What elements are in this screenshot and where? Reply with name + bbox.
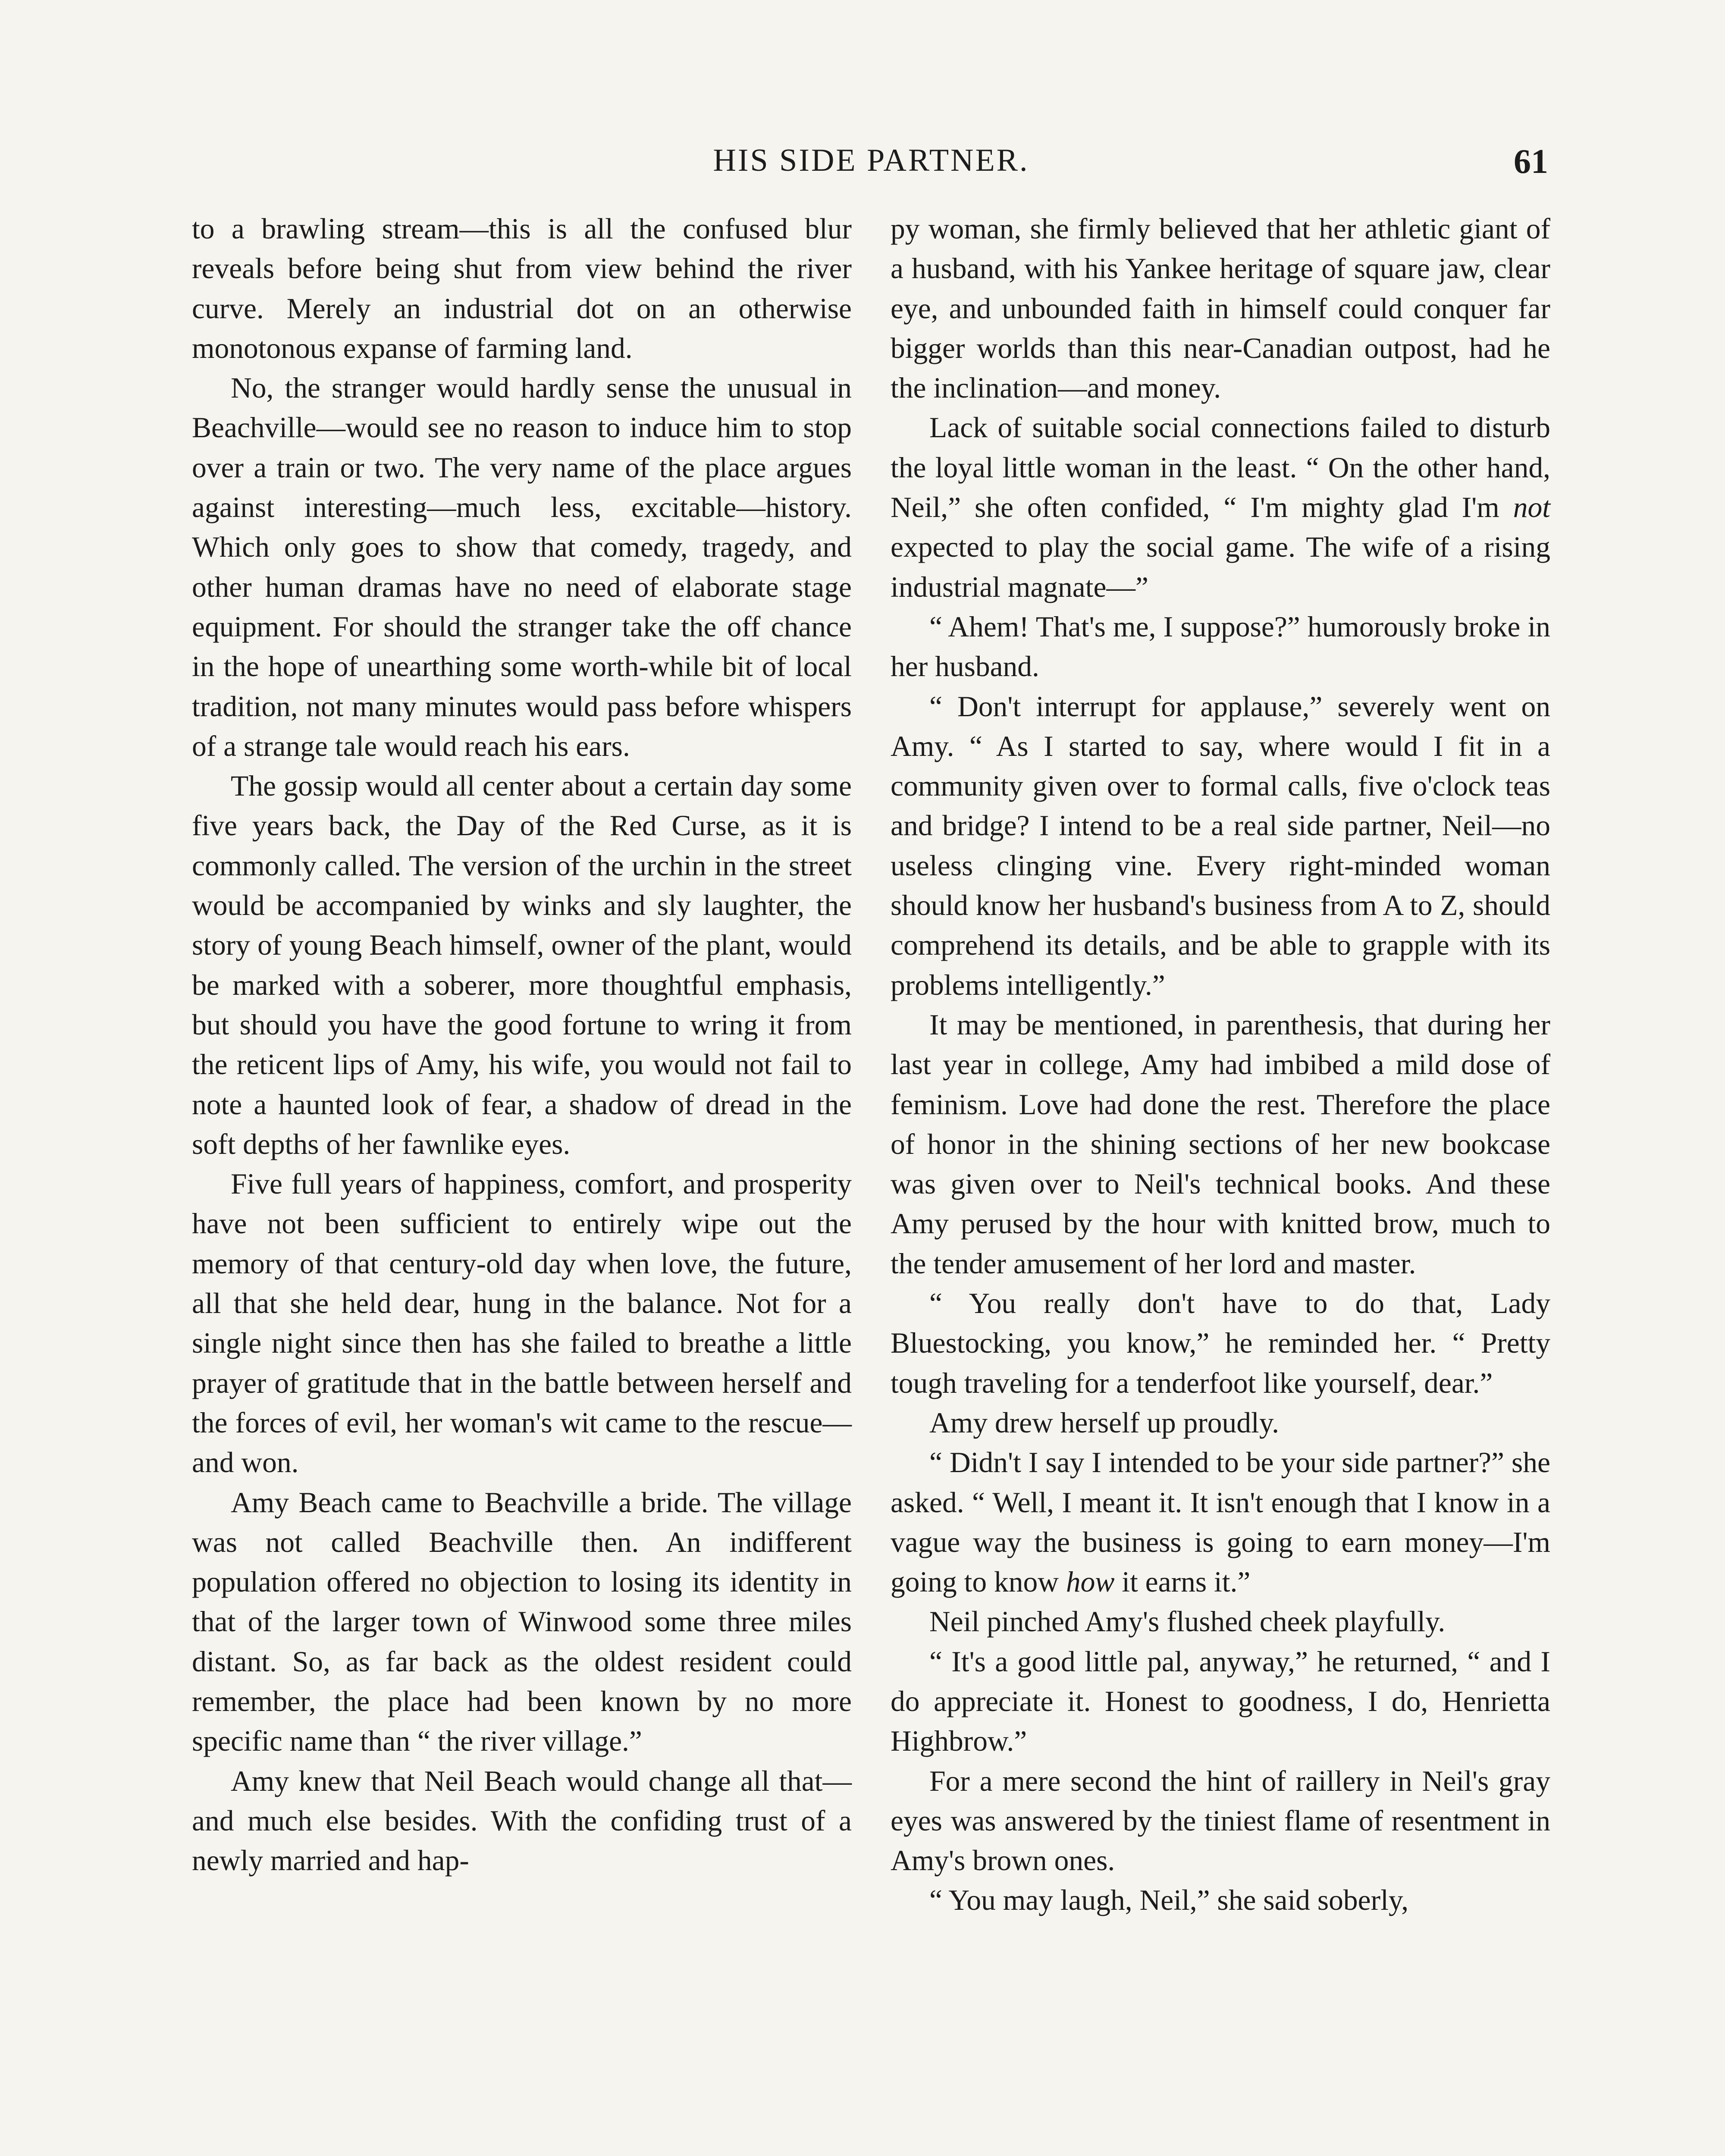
paragraph: Amy drew herself up proudly. <box>929 1406 1280 1439</box>
paragraph: “ You really don't have to do that, Lady Bluestocking, you know,” he reminded her. “ Pretty tough traveling for a tenderfoot like yourself, dear.” <box>891 1287 1550 1399</box>
paragraph: Neil pinched Amy's flushed cheek playfully. <box>929 1605 1446 1638</box>
paragraph-text: “ Didn't I say I intended to be your side partner?” she asked. “ Well, I meant it. It isn't enough that I know in a vague way the business is going to earn money—I'm going to know <box>891 1446 1550 1598</box>
paragraph: to a brawling stream—this is all the confused blur reveals before being shut from view behind the river curve. Merely an industrial dot on an otherwise monotonous expanse of farming land. <box>192 213 852 364</box>
paragraph: Amy Beach came to Beachville a bride. The village was not called Beachville then. An indifferent population offered no objection to losing its identity in that of the larger town of Winwood some three miles distant. So, as far back as the oldest resident could remember, the place had been known by no more specific name than “ the river village.” <box>192 1486 852 1758</box>
paragraph-text: Lack of suitable social connections failed to disturb the loyal little woman in the least. “ On the other hand, Neil,” she often confided, “ I'm mighty glad I'm <box>891 411 1550 524</box>
paragraph: Amy knew that Neil Beach would change all that—and much else besides. With the confiding trust of a newly married and hap- <box>192 1764 852 1877</box>
paragraph: No, the stranger would hardly sense the unusual in Beachville—would see no reason to induce him to stop over a train or two. The very name of the place argues against interesting—much less, excitable—history. Which only goes to show that comedy, tragedy, and other human dramas have no need of elaborate stage equipment. For should the stranger take the off chance in the hope of unearthing some worth-while bit of local tradition, not many minutes would pass before whispers of a strange tale would reach his ears. <box>192 372 852 762</box>
paragraph <box>891 1443 1550 1602</box>
paragraph: “ It's a good little pal, anyway,” he returned, “ and I do appreciate it. Honest to goodness, I do, Henrietta Highbrow.” <box>891 1645 1550 1758</box>
paragraph: “ Don't interrupt for applause,” severely went on Amy. “ As I started to say, where would I fit in a community given over to formal calls, five o'clock teas and bridge? I intend to be a real side partner, Neil—no useless clinging vine. Every right-minded woman should know her husband's business from A to Z, should comprehend its details, and be able to grapple with its problems intelligently.” <box>891 690 1550 1001</box>
paragraph: “ You may laugh, Neil,” she said soberly, <box>929 1884 1409 1917</box>
right-column <box>891 209 1550 2156</box>
page-number: 61 <box>1514 143 1548 181</box>
paragraph: For a mere second the hint of raillery in Neil's gray eyes was answered by the tiniest flame of resentment in Amy's brown ones. <box>891 1764 1550 1877</box>
paragraph: It may be mentioned, in parenthesis, that during her last year in college, Amy had imbibed a mild dose of feminism. Love had done the rest. Therefore the place of honor in the shining sections of her new bookcase was given over to Neil's technical books. And these Amy perused by the hour with knitted brow, much to the tender amusement of her lord and master. <box>891 1008 1550 1280</box>
paragraph <box>891 408 1550 607</box>
running-title: HIS SIDE PARTNER. <box>713 143 1029 178</box>
page-header <box>194 142 1548 190</box>
emphasis: how <box>1066 1566 1115 1598</box>
paragraph: py woman, she firmly believed that her athletic giant of a husband, with his Yankee heritage of square jaw, clear eye, and unbounded faith in himself could conquer far bigger worlds than this near-Canadian outpost, had he the inclination—and money. <box>891 213 1550 404</box>
paragraph-text: expected to play the social game. The wife of a rising industrial magnate—” <box>891 531 1550 603</box>
emphasis: not <box>1513 491 1550 524</box>
left-column <box>192 209 852 2156</box>
paragraph-text: it earns it.” <box>1114 1566 1251 1598</box>
paragraph: “ Ahem! That's me, I suppose?” humorously broke in her husband. <box>891 610 1550 683</box>
paragraph: The gossip would all center about a certain day some five years back, the Day of the Red Curse, as it is commonly called. The version of the urchin in the street would be accompanied by winks and sly laughter, the story of young Beach himself, owner of the plant, would be marked with a soberer, more thoughtful emphasis, but should you have the good fortune to wring it from the reticent lips of Amy, his wife, you would not fail to note a haunted look of fear, a shadow of dread in the soft depths of her fawnlike eyes. <box>192 770 852 1160</box>
paragraph: Five full years of happiness, comfort, and prosperity have not been sufficient to entirely wipe out the memory of that century-old day when love, the future, all that she held dear, hung in the balance. Not for a single night since then has she failed to breathe a little prayer of gratitude that in the battle between herself and the forces of evil, her woman's wit came to the rescue—and won. <box>192 1168 852 1479</box>
text-columns <box>192 209 1550 2156</box>
